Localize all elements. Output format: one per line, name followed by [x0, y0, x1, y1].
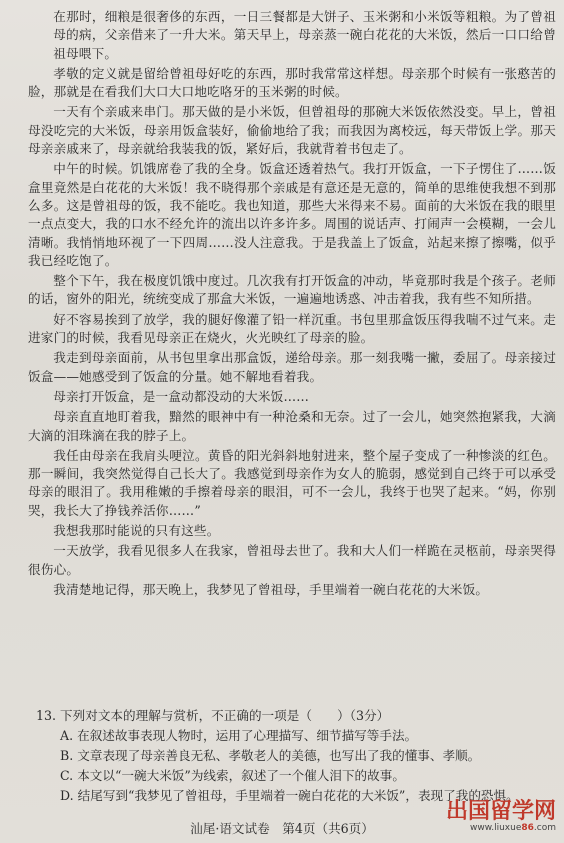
reading-passage — [28, 8, 556, 601]
question-13 — [36, 706, 548, 806]
passage-paragraph: 好不容易挨到了放学，我的腿好像灌了铅一样沉重。书包里那盒饭压得我喘不过气来。走进家门的时候，我看见母亲正在烧火，火光映红了母亲的脸。 — [28, 311, 556, 346]
passage-paragraph: 一天放学，我看见很多人在我家，曾祖母去世了。我和大人们一样跪在灵柩前，母亲哭得很伤心。 — [28, 543, 556, 577]
passage-paragraph: 中午的时候。饥饿席卷了我的全身。饭盒还透着热气。我打开饭盒，一下子愣住了……饭盒里竟然是白花花的大米饭！我不晓得那个亲戚是有意还是无意的，简单的思维使我想不到那么多。这是曾祖母的饭，我不能吃。我也知道，那些大米得来不易。面前的大米饭在我的眼里一点点变大，我的口水不经允许的流出以许多许多。周围的说话声、打闹声一会模糊，一会儿清晰。我悄悄地环视了一下四周……没人注意我。于是我盖上了饭盒，站起来擦了擦嘴，似乎我已经吃饱了。 — [28, 161, 556, 268]
passage-paragraph: 我任由母亲在我肩头哽泣。黄昏的阳光斜斜地射进来，整个屋子变成了一种惨淡的红色。那一瞬间，我突然觉得自己长大了。我感觉到母亲作为女人的脆弱，感觉到自己终于可以承受母亲的眼泪了。我用稚嫩的手擦着母亲的眼泪，可不一会儿，我终于也哭了起来。“妈，你别哭，我长大了挣钱养活你……” — [28, 447, 556, 518]
passage-paragraph: 我想我那时能说的只有这些。 — [53, 523, 220, 539]
passage-paragraph: 我走到母亲面前，从书包里拿出那盒饭，递给母亲。那一刻我嘴一撇，委屈了。母亲接过饭盒——她感受到了饭盒的分量。她不解地看着我。 — [28, 350, 556, 384]
option-d: D. 结尾写到“我梦见了曾祖母，手里端着一碗白花花的大米饭”，表现了我的恐惧。 — [60, 788, 519, 803]
passage-paragraph: 孝敬的定义就是留给曾祖母好吃的东西，那时我常常这样想。母亲那个时候有一张憨苦的脸，那就是在看我们大口大口地吃咯牙的玉米粥的时候。 — [28, 65, 556, 100]
option-c: C. 本文以“一碗大米饭”为线索，叙述了一个催人泪下的故事。 — [60, 768, 405, 783]
passage-paragraph: 一天有个亲戚来串门。那天做的是小米饭，但曾祖母的那碗大米饭依然没变。早上，曾祖母没吃完的大米饭，母亲用饭盒装好，偷偷地给了我；而我因为离校远，每天带饭上学。那天母亲亲戚来了，母亲就给我装我的饭，紧好后，我就背着书包走了。 — [28, 104, 556, 157]
watermark-url: www.liuxue86.com — [469, 823, 556, 833]
passage-paragraph: 母亲打开饭盒，是一盒动都没动的大米饭…… — [53, 388, 310, 404]
option-b: B. 文章表现了母亲善良无私、孝敬老人的美德，也写出了我的懂事、孝顺。 — [60, 748, 481, 763]
site-watermark — [426, 801, 556, 835]
passage-paragraph: 在那时，细粮是很奢侈的东西，一日三餐都是大饼子、玉米粥和小米饭等粗粮。为了曾祖母的病，父亲借来了一升大米。第天早上，母亲蒸一碗白花花的大米饭，然后一口口给曾祖母喂下。 — [53, 9, 556, 61]
passage-paragraph: 母亲直直地盯着我，黯然的眼神中有一种沧桑和无奈。过了一会儿，她突然抱紧我，大滴大滴的泪珠滴在我的脖子上。 — [28, 409, 556, 443]
page-footer: 汕尾·语文试卷 第4页（共6页） — [190, 821, 374, 836]
watermark-site-name: 出国留学网 — [445, 799, 556, 824]
passage-paragraph: 整个下午，我在极度饥饿中度过。几次我有打开饭盒的冲动，毕竟那时我是个孩子。老师的话，窗外的阳光，统统变成了那盒大米饭，一遍遍地诱惑、冲击着我，我有些不知所措。 — [28, 273, 556, 307]
option-a: A. 在叙述故事表现人物时，运用了心理描写、细节描写等手法。 — [60, 728, 418, 743]
question-stem: 13. 下列对文本的理解与赏析，不正确的一项是（ ）（3分） — [36, 708, 390, 723]
passage-paragraph: 我清楚地记得，那天晚上，我梦见了曾祖母，手里端着一碗白花花的大米饭。 — [53, 581, 489, 597]
